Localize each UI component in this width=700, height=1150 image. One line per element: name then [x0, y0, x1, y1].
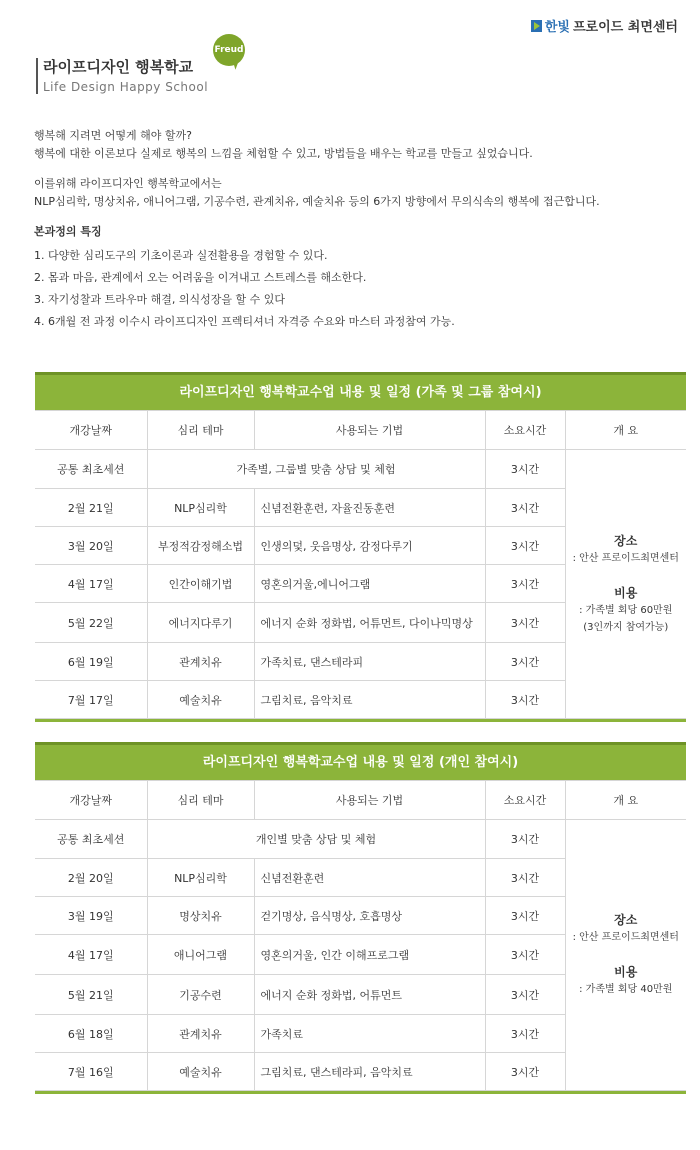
table-header-row [35, 781, 686, 820]
row-theme: 인간이해기법 [147, 565, 254, 603]
row-hours: 3시간 [485, 1015, 565, 1053]
row-technique: 에너지 순화 정화법, 어튜먼트, 다이나믹명상 [254, 603, 485, 643]
row-theme: NLP심리학 [147, 859, 254, 897]
brand-logo [531, 16, 678, 35]
section-bottom-rule [35, 719, 686, 722]
col-header-technique: 사용되는 기법 [254, 411, 485, 450]
row-technique: 영혼의거울,에니어그램 [254, 565, 485, 603]
individual-schedule-table [35, 780, 686, 1091]
page-subtitle: Life Design Happy School [43, 80, 209, 94]
row-theme: 예술치유 [147, 681, 254, 719]
row-date: 5월 22일 [35, 603, 147, 643]
row-theme: NLP심리학 [147, 489, 254, 527]
overview-cost-note: (3인까지 참여가능) [583, 621, 669, 633]
row-theme: 부정적감정해소법 [147, 527, 254, 565]
row-hours: 3시간 [485, 859, 565, 897]
row-hours: 3시간 [485, 975, 565, 1015]
overview-place: : 안산 프로이드최면센터 [572, 552, 679, 564]
row-theme: 관계치유 [147, 1015, 254, 1053]
row-date: 4월 17일 [35, 565, 147, 603]
overview-cost-heading: 비용 [614, 585, 638, 600]
row-technique: 영혼의거울, 인간 이해프로그램 [254, 935, 485, 975]
feature-item: 3. 자기성찰과 트라우마 해결, 의식성장을 할 수 있다 [34, 293, 285, 306]
hanbit-logo-icon [531, 20, 542, 32]
col-header-hours: 소요시간 [485, 781, 565, 820]
row-hours: 3시간 [485, 527, 565, 565]
feature-item: 4. 6개월 전 과정 이수시 라이프디자인 프렉티셔너 자격증 수요와 마스터 과정참여 가능. [34, 315, 455, 328]
row-hours: 3시간 [485, 565, 565, 603]
row-hours: 3시간 [485, 897, 565, 935]
group-schedule-table [35, 410, 686, 719]
row-theme: 에너지다루기 [147, 603, 254, 643]
col-header-overview: 개 요 [565, 781, 686, 820]
row-theme: 기공수련 [147, 975, 254, 1015]
features-list [34, 245, 600, 333]
overview-cell [565, 820, 686, 1091]
row-hours: 3시간 [485, 489, 565, 527]
row-hours: 3시간 [485, 1053, 565, 1091]
row-date: 4월 17일 [35, 935, 147, 975]
row-hours: 3시간 [485, 603, 565, 643]
row-hours: 3시간 [485, 643, 565, 681]
col-header-technique: 사용되는 기법 [254, 781, 485, 820]
feature-item: 2. 몸과 마음, 관계에서 오는 어려움을 이겨내고 스트레스를 해소한다. [34, 271, 367, 284]
row-technique: 신념전환훈련 [254, 859, 485, 897]
overview-place-heading: 장소 [614, 533, 638, 548]
overview-place: : 안산 프로이드최면센터 [572, 932, 679, 943]
row-hours: 3시간 [485, 450, 565, 489]
row-technique: 에너지 순화 정화법, 어튜먼트 [254, 975, 485, 1015]
brand-center-name: 프로이드 최면센터 [573, 20, 678, 35]
freud-badge-text: Freud [214, 45, 244, 55]
row-date: 7월 17일 [35, 681, 147, 719]
row-date: 공통 최초세션 [35, 820, 147, 859]
col-header-overview: 개 요 [565, 411, 686, 450]
row-date: 5월 21일 [35, 975, 147, 1015]
intro-line: 행복해 지려면 어떻게 해야 할까? [34, 129, 192, 142]
freud-badge-icon [213, 34, 245, 66]
intro-line: 이를위해 라이프디자인 행복학교에서는 [34, 177, 222, 190]
individual-schedule-section [35, 742, 686, 1094]
intro-line: NLP심리학, 명상치유, 애니어그램, 기공수련, 관계치유, 예술치유 등의 6가지 방향에서 무의식속의 행복에 접근합니다. [34, 195, 600, 208]
row-technique: 그림치료, 댄스테라피, 음악치료 [254, 1053, 485, 1091]
feature-item: 1. 다양한 심리도구의 기초이론과 실전활용을 경험할 수 있다. [34, 249, 328, 262]
table-row [35, 450, 686, 489]
row-date: 공통 최초세션 [35, 450, 147, 489]
row-theme: 명상치유 [147, 897, 254, 935]
row-date: 6월 18일 [35, 1015, 147, 1053]
row-date: 2월 21일 [35, 489, 147, 527]
row-description: 개인별 맞춤 상담 및 체험 [147, 820, 485, 859]
row-technique: 가족치료 [254, 1015, 485, 1053]
overview-place-heading: 장소 [614, 913, 638, 927]
col-header-theme: 심리 테마 [147, 781, 254, 820]
row-technique: 인생의덫, 웃음명상, 감정다루기 [254, 527, 485, 565]
overview-cost: : 가족별 회당 60만원 [579, 604, 673, 616]
group-schedule-title: 라이프디자인 행복학교수업 내용 및 일정 (가족 및 그룹 참여시) [35, 372, 686, 410]
row-description: 가족별, 그룹별 맞춤 상담 및 체험 [147, 450, 485, 489]
row-date: 2월 20일 [35, 859, 147, 897]
row-date: 6월 19일 [35, 643, 147, 681]
col-header-date: 개강날짜 [35, 411, 147, 450]
overview-cost-heading: 비용 [614, 965, 638, 979]
row-date: 7월 16일 [35, 1053, 147, 1091]
row-date: 3월 20일 [35, 527, 147, 565]
table-header-row [35, 411, 686, 450]
col-header-theme: 심리 테마 [147, 411, 254, 450]
intro-text [34, 127, 600, 333]
overview-cost: : 가족별 회당 40만원 [579, 984, 673, 995]
row-technique: 신념전환훈련, 자율진동훈련 [254, 489, 485, 527]
overview-cell [565, 450, 686, 719]
individual-schedule-title: 라이프디자인 행복학교수업 내용 및 일정 (개인 참여시) [35, 742, 686, 780]
row-date: 3월 19일 [35, 897, 147, 935]
features-heading: 본과정의 특징 [34, 225, 102, 238]
row-hours: 3시간 [485, 935, 565, 975]
row-hours: 3시간 [485, 820, 565, 859]
row-technique: 걷기명상, 음식명상, 호흡명상 [254, 897, 485, 935]
section-bottom-rule [35, 1091, 686, 1094]
page-title-block [36, 58, 208, 94]
row-theme: 예술치유 [147, 1053, 254, 1091]
group-schedule-section [35, 372, 686, 722]
brand-hanbit: 한빛 [544, 20, 570, 35]
row-technique: 가족치료, 댄스테라피 [254, 643, 485, 681]
table-row [35, 820, 686, 859]
row-technique: 그림치료, 음악치료 [254, 681, 485, 719]
col-header-date: 개강날짜 [35, 781, 147, 820]
col-header-hours: 소요시간 [485, 411, 565, 450]
page-title: 라이프디자인 행복학교 [43, 58, 194, 76]
intro-line: 행복에 대한 이론보다 실제로 행복의 느낌을 체험할 수 있고, 방법들을 배우는 학교를 만들고 싶었습니다. [34, 147, 533, 160]
row-theme: 애니어그램 [147, 935, 254, 975]
row-theme: 관계치유 [147, 643, 254, 681]
row-hours: 3시간 [485, 681, 565, 719]
